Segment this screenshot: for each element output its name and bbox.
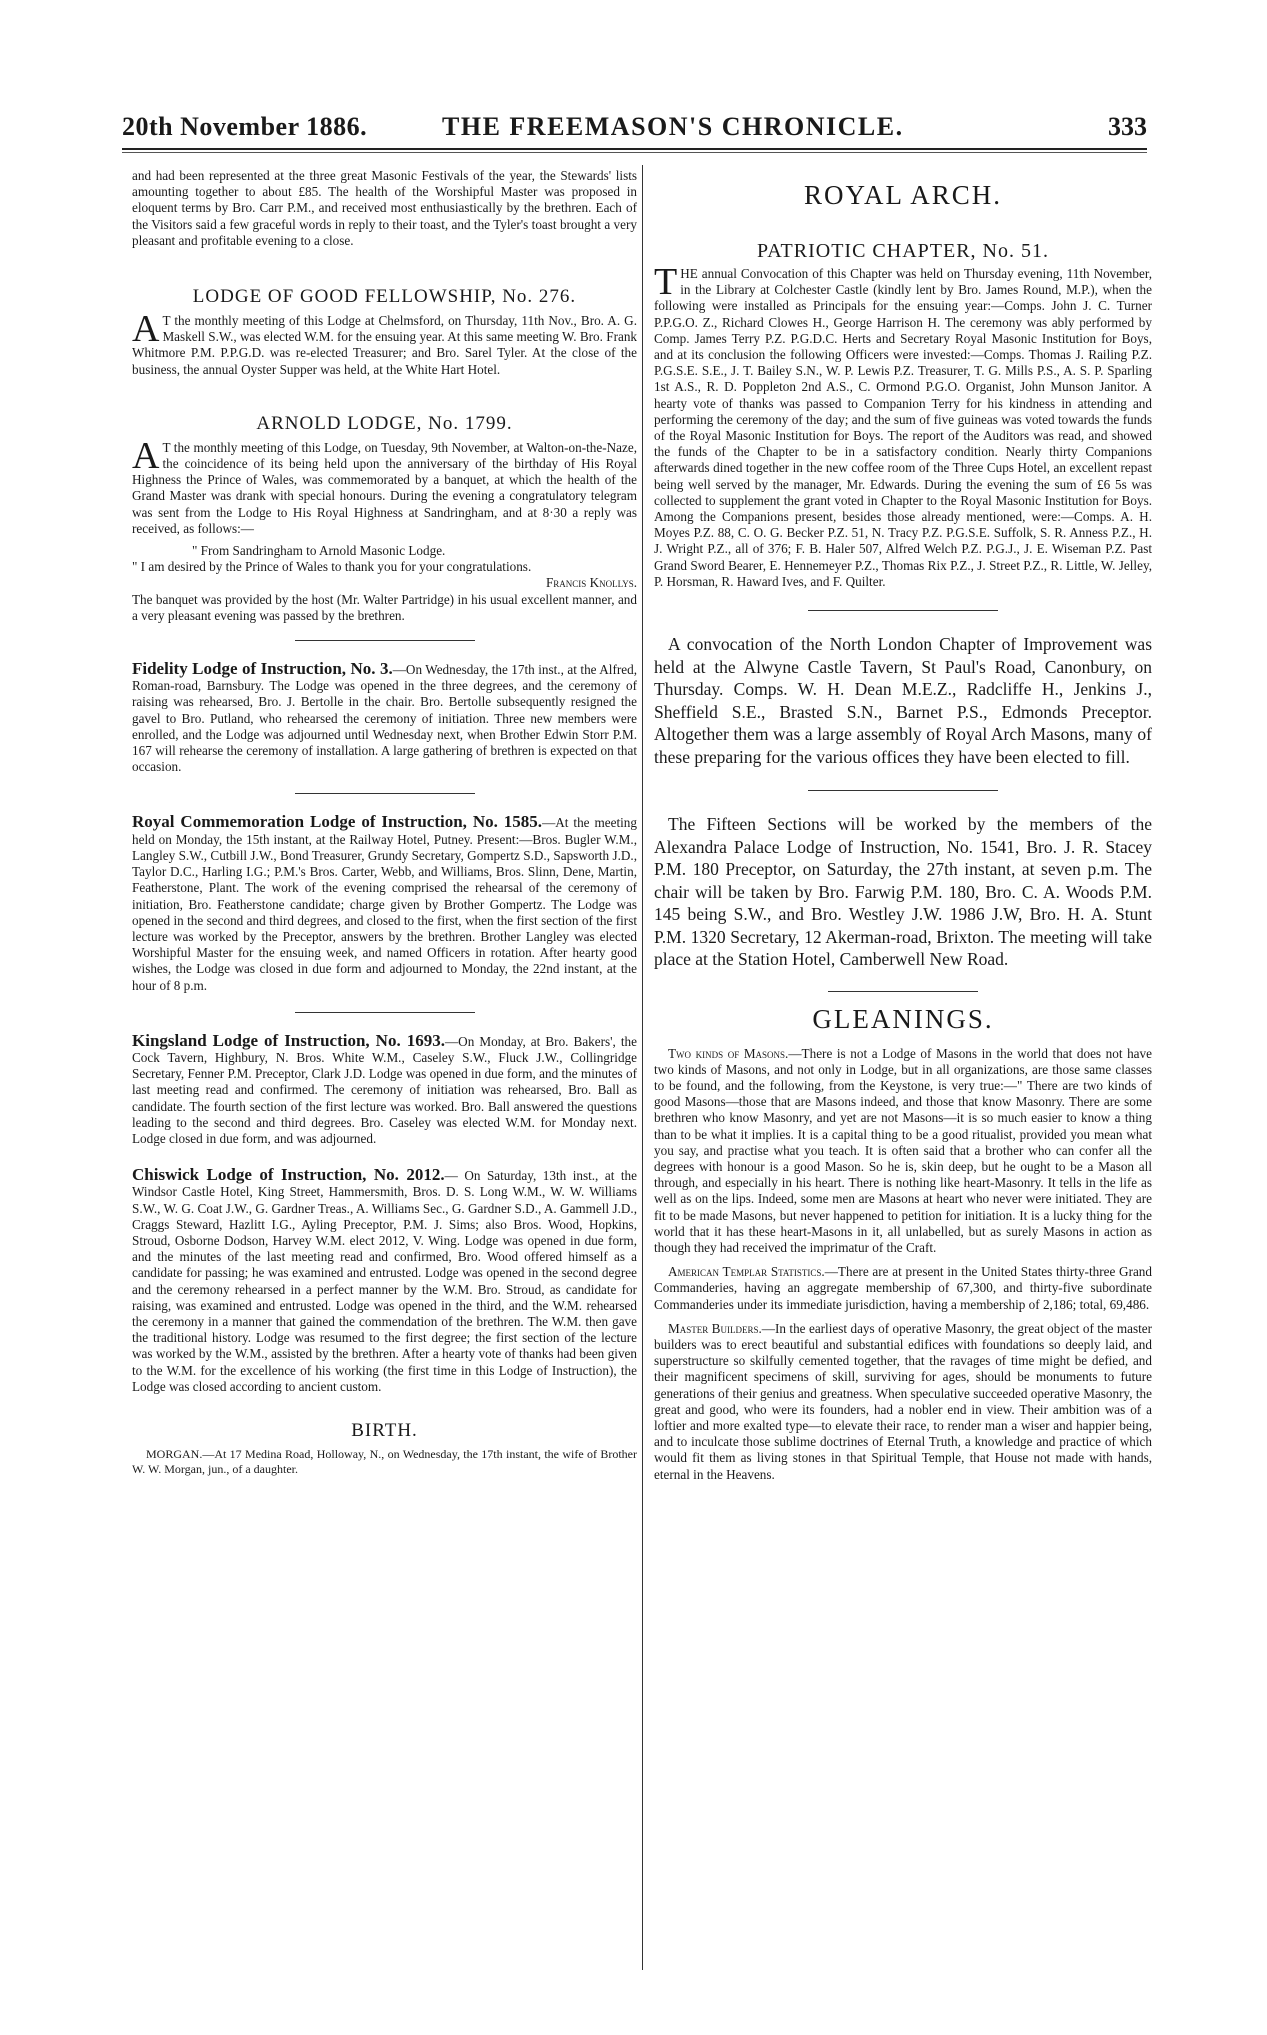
header-title: THE FREEMASON'S CHRONICLE. xyxy=(442,112,904,141)
chiswick-run-in: Chiswick Lodge of Instruction, No. 2012. xyxy=(132,1165,445,1185)
arnold-quote-signature: Francis Knollys. xyxy=(545,575,637,591)
left-column xyxy=(132,168,637,1477)
arnold-quote-from: " From Sandringham to Arnold Masonic Lodge. xyxy=(192,543,446,559)
fidelity-body: —On Wednesday, the 17th inst., at the Alfred, Roman-road, Barnsbury. The Lodge was opened in the three degrees, and the ceremony of raising was rehearsed, Bro. J. Bertolle in the chair. Bro. Bertolle subsequently resigned the gavel to Bro. Putland, who rehearsed the ceremony of initiation. Three new members were enrolled, and the Lodge was adjourned until Wednesday next, when Brother Edwin Storr P.M. 167 will rehearse the ceremony of installation. A large gathering of brethren is expected on that occasion. xyxy=(132,662,637,775)
patriotic-article xyxy=(654,261,1152,590)
two-kinds-lead: Two kinds of Masons. xyxy=(668,1045,789,1061)
header-date: 20th November 1886. xyxy=(122,112,368,141)
birth-notice: MORGAN.—At 17 Medina Road, Holloway, N., on Wednesday, the 17th instant, the wife of Brother W. W. Morgan, jun., of a daughter. xyxy=(132,1446,637,1476)
patriotic-dropcap: T xyxy=(654,261,678,303)
good-fellowship-heading: LODGE OF GOOD FELLOWSHIP, No. 276. xyxy=(192,286,577,308)
fidelity-article xyxy=(132,659,637,775)
header-rule xyxy=(122,148,1147,150)
right-column xyxy=(654,168,1152,1483)
templar-lead: American Templar Statistics. xyxy=(668,1264,825,1280)
good-fellowship-article xyxy=(132,308,638,378)
royal-commemoration-run-in: Royal Commemoration Lodge of Instruction, No. 1585. xyxy=(132,812,543,832)
patriotic-heading: PATRIOTIC CHAPTER, No. 51. xyxy=(757,240,1049,262)
fifteen-sections-article: The Fifteen Sections will be worked by the members of the Alexandra Palace Lodge of Instruction, No. 1541, Bro. J. R. Stacey P.M. 180 Preceptor, on Saturday, the 27th instant, at seven p.m. The chair will be taken by Bro. Farwig P.M. 180, Bro. C. A. Woods P.M. 145 being S.W., and Bro. Westley J.W. 1986 J.W, Bro. H. A. Stunt P.M. 1320 Secretary, 12 Akerman-road, Brixton. The meeting will take place at the Station Hotel, Camberwell New Road. xyxy=(654,814,1152,970)
fidelity-run-in: Fidelity Lodge of Instruction, No. 3. xyxy=(132,659,393,679)
birth-heading: BIRTH. xyxy=(351,1419,418,1441)
gleanings-heading: GLEANINGS. xyxy=(812,1003,994,1034)
column-divider xyxy=(642,165,643,1970)
kingsland-body: —On Monday, at Bro. Bakers', the Cock Tavern, Highbury, N. Bros. White W.M., Caseley S.W., Fluck J.W., Collingridge Secretary, Fenner P.M. Preceptor, Clark J.D. Lodge was opened in due form, and the minutes of last meeting read and confirmed. The ceremony of initiation was rehearsed, Bro. Ball as candidate. The fourth section of the first lecture was worked. Bro. Ball answered the questions leading to the second and third degrees. Bro. Caseley was elected W.M. for Monday next. Lodge closed in due form, and was adjourned. xyxy=(132,1033,637,1146)
templar-article xyxy=(654,1264,1152,1313)
patriotic-body: HE annual Convocation of this Chapter was held on Thursday evening, 11th November, in the Library at Colchester Castle (kindly lent by Bro. James Round, M.P.), when the following were installed as Principals for the ensuing year:—Comps. John J. C. Turner P.P.G.O. Z., Richard Clowes H., George Harrison H. The ceremony was ably performed by Comp. James Terry P.Z. P.G.D.C. Herts and Secretary Royal Masonic Institution for Boys, and at its conclusion the following Officers were invested:—Comps. Thomas J. Railing P.Z. P.G.S.E. S.E., J. T. Bailey S.N., W. P. Lewis P.Z. Treasurer, T. G. Mills P.S., A. S. P. Sparling 1st A.S., R. D. Poppleton 2nd A.S., C. Ormond P.G.O. Organist, John Munson Janitor. A hearty vote of thanks was passed to Companion Terry for his kindness in attending and performing the ceremony of the day; and the sum of five guineas was voted towards the funds of the Royal Masonic Institution for Boys. The report of the Auditors was read, and showed the funds of the Chapter to be in a satisfactory condition. Nearly thirty Companions afterwards dined together in the new coffee room of the Three Cups Hotel, an excellent repast being well served by the manager, Mr. Edwards. During the evening the sum of £6 5s was collected to supplement the grant voted in Chapter to the Royal Masonic Institution for Boys. Among the Companions present, besides those already mentioned, were:—Comps. A. H. Moyes P.Z. 88, C. O. G. Becker P.Z. 51, N. Tracy P.Z. P.G.S.E. Suffolk, S. R. Anness P.Z., H. J. Wright P.Z., all of 376; F. B. Haler 507, Alfred Welch P.Z. P.G.J., J. E. Wiseman P.Z. Past Grand Sword Bearer, E. Hennemeyer P.Z., Thomas Rix P.Z., J. Street P.Z., R. Little, W. Jelley, P. Horsman, R. Haward Ives, and F. Quilter. xyxy=(654,266,1152,589)
builders-lead: Master Builders. xyxy=(668,1320,762,1336)
header-rule-thin xyxy=(122,152,1147,153)
arnold-quote-body: " I am desired by the Prince of Wales to thank you for your congratulations. xyxy=(132,559,532,575)
royal-commemoration-body: —At the meeting held on Monday, the 15th instant, at the Railway Hotel, Putney. Present:—Bros. Bugler W.M., Langley S.W., Cutbill J.W., Bond Treasurer, Grundy Secretary, Gompertz S.D., Sapsworth J.D., Taylor D.C., Harling I.G.; P.M.'s Bros. Carter, Webb, and Williams, Bros. Slinn, Dene, Martin, Featherstone, Plant. The work of the evening comprised the rehearsal of the ceremony of initiation, Bro. Featherstone candidate; charge given by Brother Gompertz. The Lodge was opened in the second and third degrees, and closed to the first, when the first section of the first lecture was worked by the Preceptor, answers by the brethren. Brother Langley was elected Worshipful Master for the ensuing week, and named Officers in rotation. After hearty good wishes, the Lodge was closed in due form and adjourned to Monday, the 22nd instant, at the hour of 8 p.m. xyxy=(132,815,637,993)
royal-arch-heading: ROYAL ARCH. xyxy=(803,180,1003,210)
arnold-closing: The banquet was provided by the host (Mr. Walter Partridge) in his usual excellent manner, and a very pleasant evening was passed by the brethren. xyxy=(132,591,637,623)
north-london-article: A convocation of the North London Chapter of Improvement was held at the Alwyne Castle Tavern, St Paul's Road, Canonbury, on Thursday. Comps. W. H. Dean M.E.Z., Radcliffe H., Jenkins J., Sheffield S.E., Brasted S.N., Barnet P.S., Edmonds Preceptor. Altogether them was a large assembly of Royal Arch Masons, many of these preparing for the various offices they have been elected to fill. xyxy=(654,634,1152,767)
kingsland-run-in: Kingsland Lodge of Instruction, No. 1693. xyxy=(132,1030,445,1050)
chiswick-body: — On Saturday, 13th inst., at the Windsor Castle Hotel, King Street, Hammersmith, Bros. D. S. Long W.M., W. W. Williams S.W., W. G. Coat J.W., G. Gardner Treas., A. Williams Sec., G. Gardner S.D., A. Gammell J.D., Craggs Steward, Hazlitt I.G., Ayling Preceptor, P.M. J. Sims; also Bros. Wood, Hopkins, Stroud, Osborne Dodson, Harvey W.M. elect 2012, V. Wing. Lodge was opened in due form, and the minutes of the last meeting read and confirmed, Bro. Wood offered himself as a candidate for passing; he was examined and entrusted. Lodge was opened in the second degree and the ceremony rehearsed in a perfect manner by the W.M. Bro. Stroud, as candidate for raising, was examined and entrusted. Lodge was opened in the third, and the W.M. rehearsed the ceremony in a manner that gained the commendation of the brethren. The W.M. then gave the traditional history. Lodge was resumed to the first degree; the first section of the lecture was worked by the W.M., assisted by the brethren. After a hearty vote of thanks had been given to the W.M. for the excellence of his working (the first time in this Lodge of Instruction), the Lodge was closed according to ancient custom. xyxy=(132,1168,637,1394)
arnold-body: T the monthly meeting of this Lodge, on Tuesday, 9th November, at Walton-on-the-Naze, the coincidence of its being held upon the anniversary of the birthday of His Royal Highness the Prince of Wales, was commemorated by a banquet, at which the health of the Grand Master was drank with special honours. During the evening a congratulatory telegram was sent from the Lodge to His Royal Highness at Sandringham, and at 8·30 a reply was received, as follows:— xyxy=(132,439,637,536)
chiswick-article xyxy=(132,1165,637,1395)
arnold-dropcap: A xyxy=(132,434,160,477)
good-fellowship-dropcap: A xyxy=(132,308,160,351)
header-page-number: 333 xyxy=(1108,112,1147,141)
builders-article xyxy=(654,1321,1152,1483)
arnold-heading: ARNOLD LODGE, No. 1799. xyxy=(256,412,513,434)
two-kinds-article xyxy=(654,1046,1152,1257)
intro-paragraph: and had been represented at the three great Masonic Festivals of the year, the Stewards' lists amounting together to about £85. The health of the Worshipful Master was proposed in eloquent terms by Bro. Carr P.M., and received most enthusiastically by the brethren. Each of the Visitors said a few graceful words in reply to their toast, and the Tyler's toast brought a very pleasant and profitable evening to a close. xyxy=(132,168,637,248)
two-kinds-body: —There is not a Lodge of Masons in the world that does not have two kinds of Masons, and not only in Lodge, but in all organizations, are those same classes to be found, and the following, from the Keystone, is very true:—" There are two kinds of good Masons—those that are Masons indeed, and those that know Masonry. There are some brethren who know Masonry, and yet are not Masons—it is so much easier to know a thing than to be what it implies. It is a capital thing to be a good ritualist, provided you mean what you say, and practise what you teach. It is often said that a brother who can confer all the degrees with honour is a good Mason. So he is, skin deep, but he ought to be a Mason all through, and especially in his heart. There is nothing like heart-Masonry. It tells in the life as well as on the lips. Indeed, some men are Masons at heart who never were initiated. They are fit to be made Masons, but never happened to petition for initiation. It is a lucky thing for the world that it has these heart-Masons in it, all unlabelled, but as surely Masons in action as though they had received the imprimatur of the Craft. xyxy=(654,1045,1152,1255)
good-fellowship-body: T the monthly meeting of this Lodge at Chelmsford, on Thursday, 11th Nov., Bro. A. G. Maskell S.W., was elected W.M. for the ensuing year. At this same meeting W. Bro. Frank Whitmore P.M. P.P.G.D. was re-elected Treasurer; and Bro. Sarel Tyler. At the close of the business, the annual Oyster Supper was held, at the White Hart Hotel. xyxy=(132,313,638,377)
builders-body: —In the earliest days of operative Masonry, the great object of the master builders was to erect beautiful and substantial edifices with foundations so deeply laid, and superstructure so skilfully cemented together, that the ravages of time might be defied, and their magnificent specimens of skill, surviving for ages, should be monuments to future generations of their genius and greatness. When speculative succeeded operative Masonry, the great and good, who were its founders, had a nobler end in view. Their ambition was of a loftier and more exalted type—to elevate their race, to render man a wiser and happier being, and to inculcate those sublime doctrines of Eternal Truth, a knowledge and practice of which would fit them as living stones in that Spiritual Temple, that House not made with hands, eternal in the Heavens. xyxy=(654,1320,1152,1482)
kingsland-article xyxy=(132,1031,637,1147)
page-header xyxy=(122,112,1147,146)
royal-commemoration-article xyxy=(132,812,637,993)
templar-body: —There are at present in the United States thirty-three Grand Commanderies, having an aggregate membership of 67,300, and thirty-five subordinate Commanderies under its immediate jurisdiction, having a membership of 2,186; total, 69,486. xyxy=(654,1264,1152,1312)
arnold-article xyxy=(132,434,637,537)
